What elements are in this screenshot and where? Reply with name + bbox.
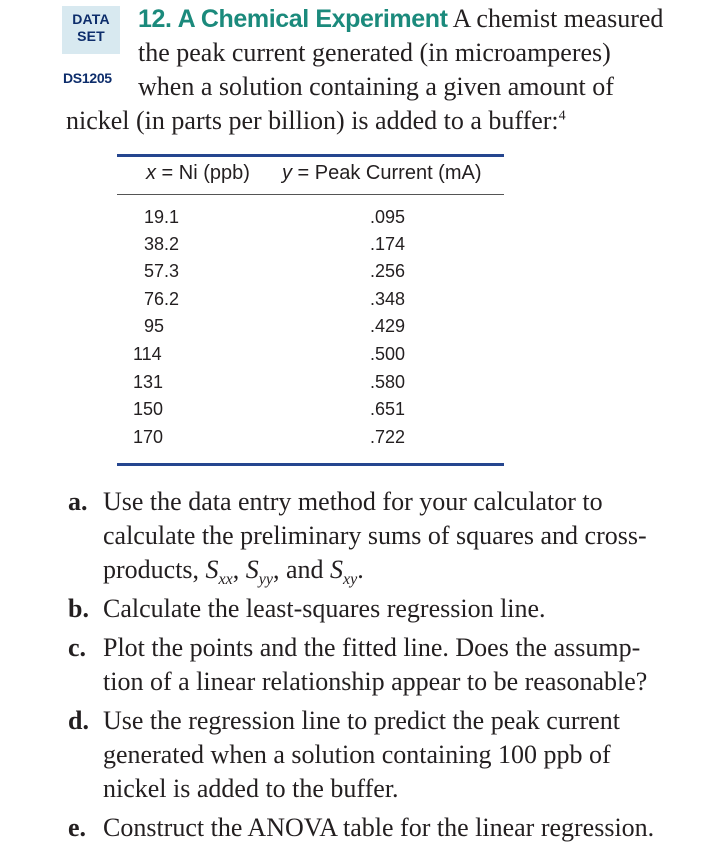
- table-cell-x: 95: [144, 316, 165, 336]
- question-a-line-2: calculate the preliminary sums of squares and cross-: [103, 521, 647, 550]
- table-header-rule: [117, 194, 504, 195]
- y-column-label: = Peak Current (mA): [292, 162, 482, 184]
- y-variable: y: [282, 162, 292, 184]
- question-a-end: .: [357, 555, 364, 584]
- table-cell-x: 131: [133, 372, 164, 392]
- intro-line-1: A chemist measured: [452, 4, 664, 33]
- x-column-label: = Ni (ppb): [156, 162, 250, 184]
- data-set-id: DS1205: [63, 70, 112, 86]
- question-a-label: a.: [68, 487, 88, 516]
- table-cell-x: 76.2: [144, 289, 180, 309]
- table-cell-y: .580: [370, 372, 406, 392]
- intro-line-2: the peak current generated (in microamperes): [138, 38, 611, 67]
- intro-line-4-text: nickel (in parts per billion) is added to a buffer:: [66, 106, 559, 135]
- table-cell-x: 57.3: [144, 261, 180, 281]
- and-separator: , and: [272, 555, 330, 584]
- table-cell-x: 170: [133, 427, 164, 447]
- s-xy-subscript: xy: [343, 571, 358, 588]
- question-d-line-2: generated when a solution containing 100 ppb of: [103, 740, 611, 769]
- question-b-line-1: Calculate the least-squares regression line.: [103, 594, 546, 623]
- table-cell-x: 38.2: [144, 234, 180, 254]
- s-yy-subscript: yy: [258, 571, 273, 588]
- exercise-number: 12.: [138, 5, 172, 33]
- intro-line-4: [66, 104, 566, 138]
- data-set-badge: [62, 6, 120, 54]
- table-cell-y: .651: [370, 399, 406, 419]
- question-d-line-1: Use the regression line to predict the peak current: [103, 706, 620, 735]
- s-yy-symbol: S: [245, 555, 259, 584]
- question-c-label: c.: [68, 633, 87, 662]
- table-cell-y: .500: [370, 344, 406, 364]
- x-column-header: [146, 162, 250, 185]
- table-top-rule: [117, 154, 504, 157]
- badge-line2: SET: [77, 28, 105, 44]
- table-cell-y: .095: [370, 207, 406, 227]
- s-xx-subscript: xx: [218, 571, 233, 588]
- intro-line-3: when a solution containing a given amount of: [138, 72, 614, 101]
- table-cell-y: .174: [370, 234, 406, 254]
- exercise-heading: [138, 2, 663, 36]
- question-d-line-3: nickel is added to the buffer.: [103, 774, 399, 803]
- question-d-label: d.: [68, 706, 89, 735]
- question-c-line-1: Plot the points and the fitted line. Does the assump-: [103, 633, 641, 662]
- comma-separator: ,: [232, 555, 246, 584]
- x-variable: x: [146, 162, 156, 184]
- question-a-line-1: Use the data entry method for your calculator to: [103, 487, 603, 516]
- question-a-line-3-prefix: products,: [103, 555, 206, 584]
- table-cell-y: .348: [370, 289, 406, 309]
- question-e-line-1: Construct the ANOVA table for the linear regression.: [103, 813, 655, 842]
- question-b-label: b.: [68, 594, 89, 623]
- s-xy-symbol: S: [330, 555, 343, 584]
- s-xx-symbol: S: [205, 555, 219, 584]
- table-cell-x: 19.1: [144, 207, 180, 227]
- question-c-line-2: tion of a linear relationship appear to be reasonable?: [103, 667, 648, 696]
- table-bottom-rule: [117, 463, 504, 466]
- table-cell-y: .256: [370, 261, 406, 281]
- question-e-label: e.: [68, 813, 87, 842]
- exercise-title: A Chemical Experiment: [177, 5, 448, 33]
- table-cell-y: .722: [370, 427, 406, 447]
- question-a-line-3: [103, 553, 364, 597]
- table-cell-y: .429: [370, 316, 406, 336]
- y-column-header: [282, 162, 482, 185]
- badge-line1: DATA: [72, 11, 110, 27]
- table-cell-x: 150: [133, 399, 164, 419]
- footnote-marker: 4: [558, 108, 566, 124]
- table-cell-x: 114: [133, 344, 162, 364]
